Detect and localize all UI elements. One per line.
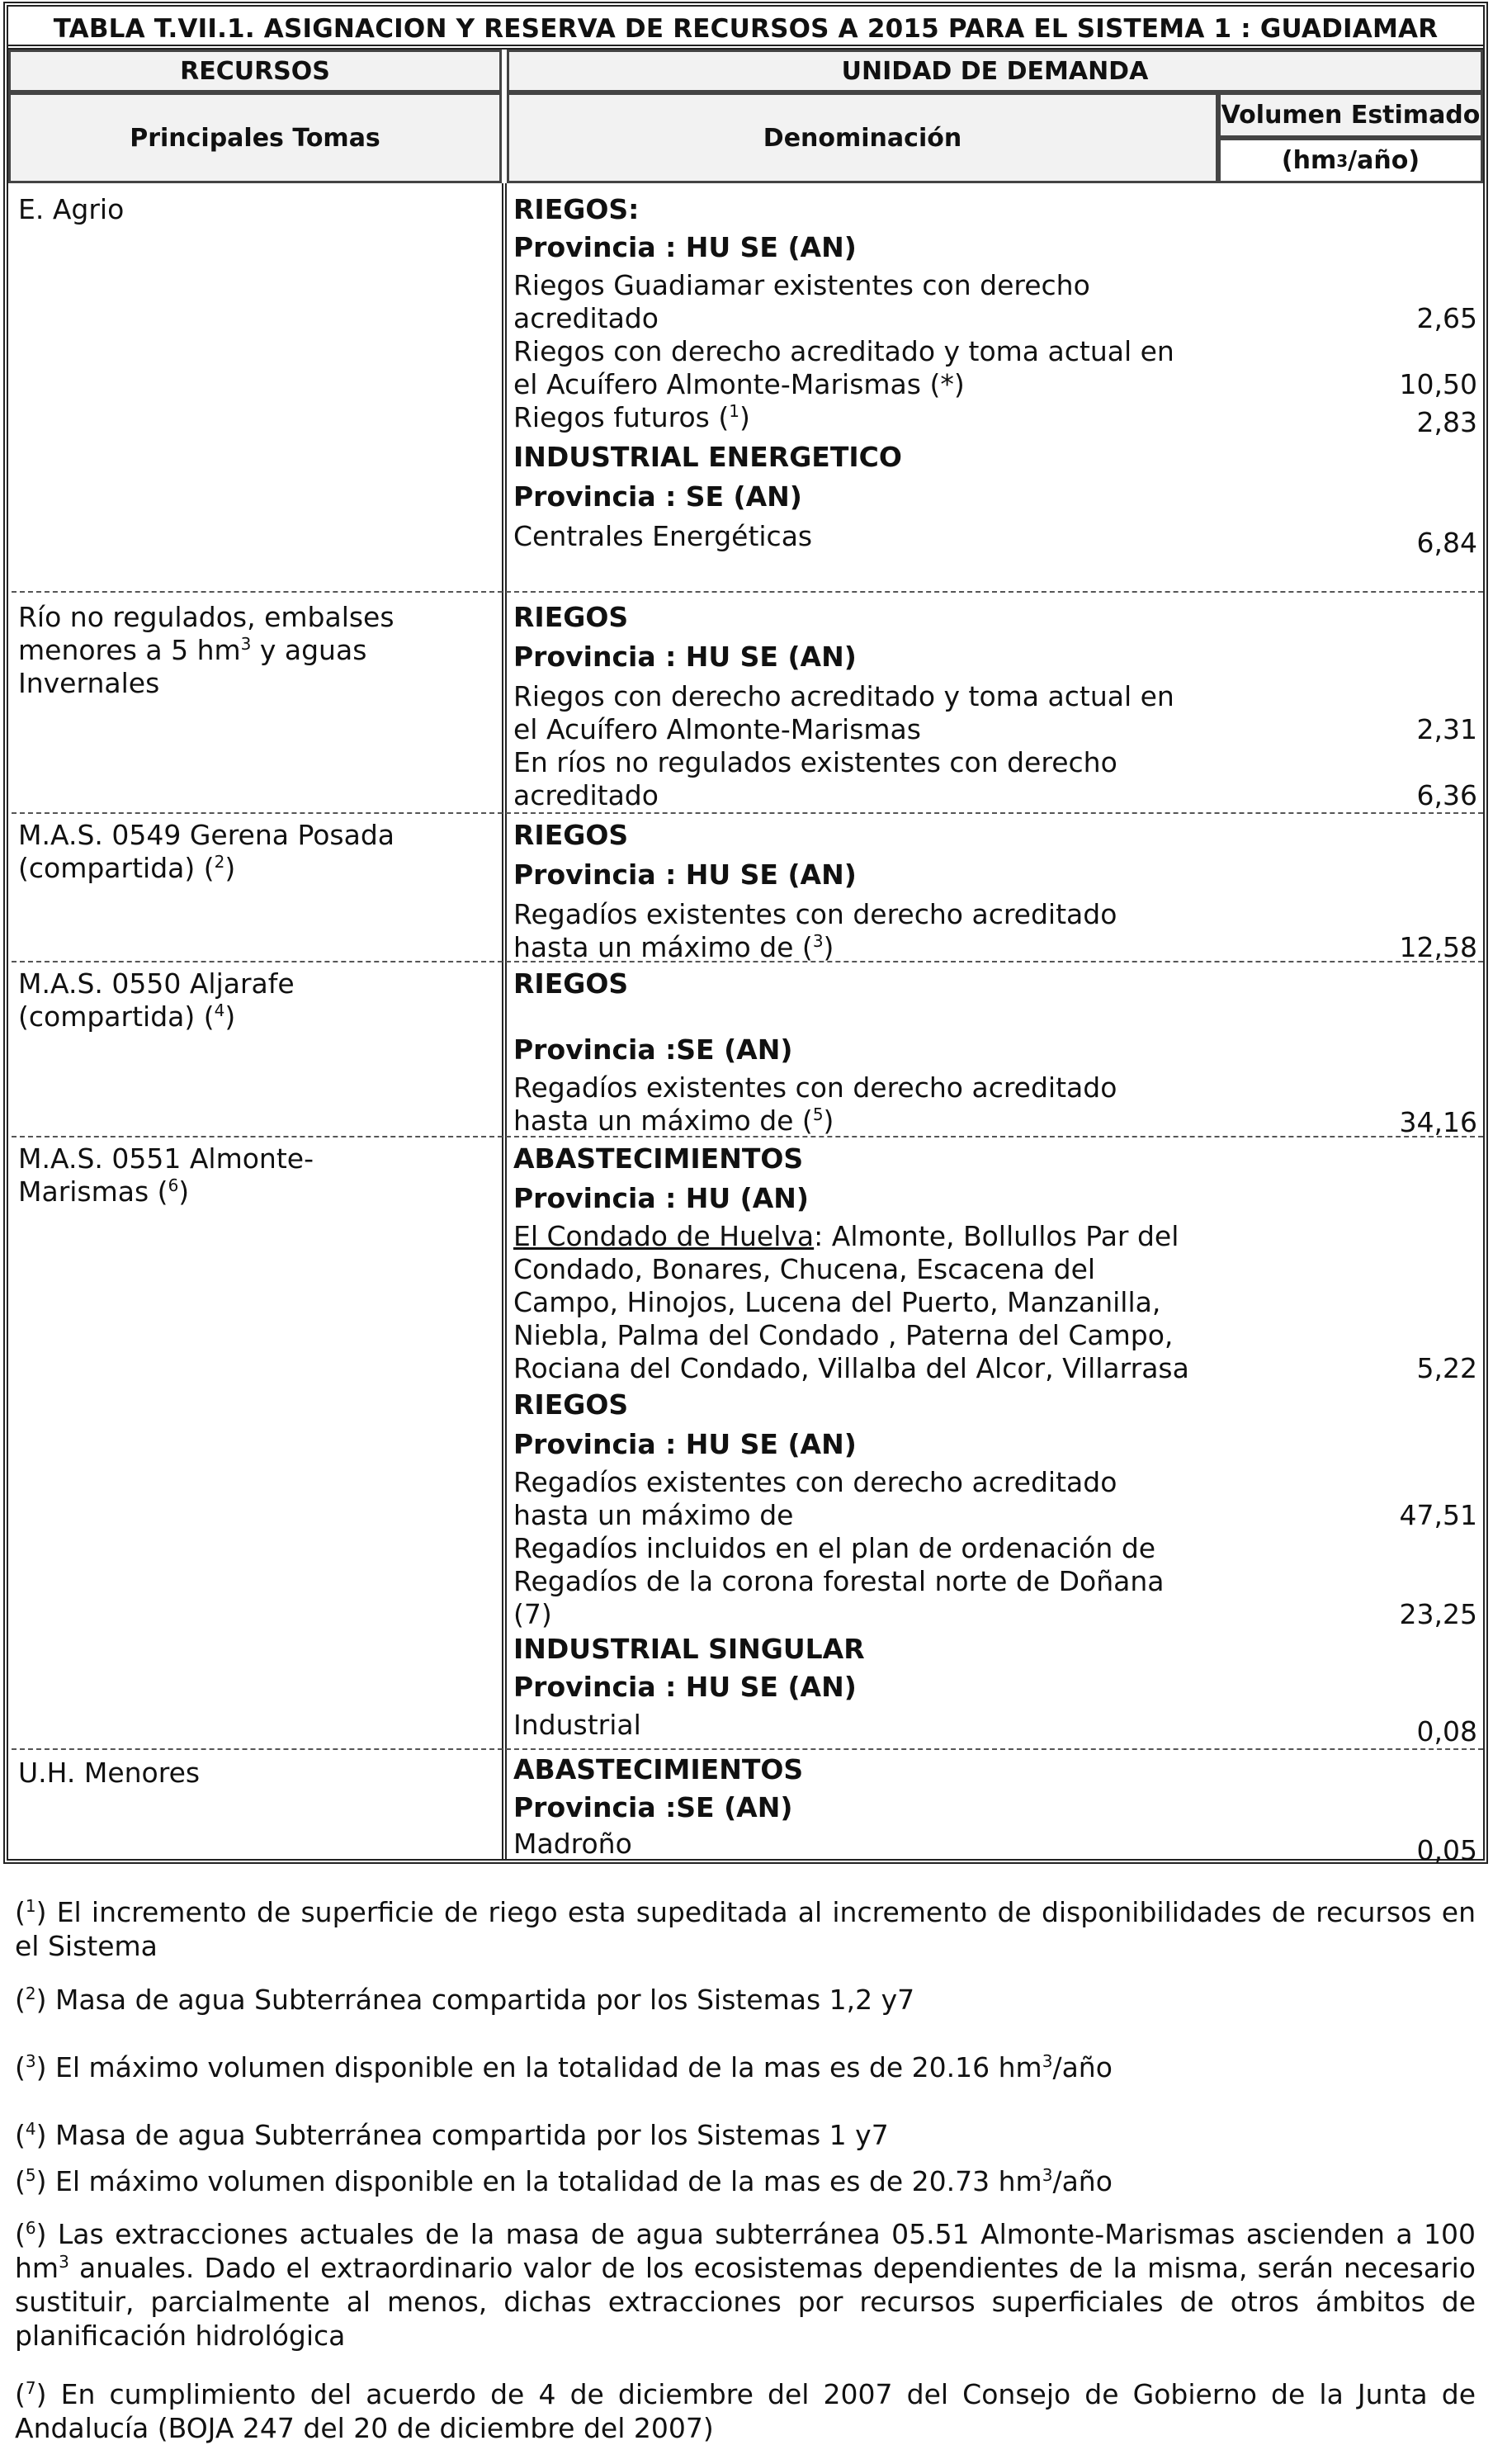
toma-label: menores a 5 $hm^3$ y aguas	[18, 634, 367, 666]
demand-text: El Condado de Huelva: Almonte, Bollullos Par del	[513, 1220, 1179, 1252]
demand-text: el Acuífero Almonte-Marismas	[513, 713, 921, 745]
demand-category: RIEGOS	[513, 1388, 629, 1421]
demand-text: Regadíos existentes con derecho acreditado	[513, 1466, 1117, 1498]
volume-value: 0,08	[1416, 1715, 1477, 1748]
volume-value: 47,51	[1399, 1499, 1477, 1531]
volume-value: 5,22	[1416, 1352, 1477, 1384]
footnote-7: ($^7$) En cumplimiento del acuerdo de 4 de diciembre del 2007 del Consejo de Gobierno de la Junta de Andalucía (BOJA 247 del 20 de diciembre del 2007)	[15, 2378, 1476, 2444]
toma-label: E. Agrio	[18, 193, 125, 225]
volume-value: 6,36	[1416, 779, 1477, 811]
province-label: Provincia : HU SE (AN)	[513, 231, 857, 263]
volume-value: 34,16	[1399, 1106, 1477, 1138]
demand-text: Riegos futuros ($^1$)	[513, 401, 750, 433]
demand-category: RIEGOS	[513, 819, 629, 851]
header-volumen-estimado: Volumen Estimado	[1218, 92, 1483, 138]
toma-label: Invernales	[18, 667, 160, 699]
province-label: Provincia : SE (AN)	[513, 480, 802, 513]
demand-category: ABASTECIMIENTOS	[513, 1753, 804, 1785]
demand-category: RIEGOS	[513, 967, 629, 1000]
footnote-1: ($^1$) El incremento de superficie de riego esta supeditada al incremento de disponibilidades de recursos en el Sistema	[15, 1896, 1476, 1962]
volume-value: 6,84	[1416, 527, 1477, 559]
demand-text: Riegos con derecho acreditado y toma actual en	[513, 680, 1174, 712]
demand-text: Regadíos existentes con derecho acreditado	[513, 1071, 1117, 1104]
demand-text: (7)	[513, 1598, 552, 1630]
toma-label: Río no regulados, embalses	[18, 601, 395, 633]
demand-text: Centrales Energéticas	[513, 520, 813, 552]
header-denominacion: Denominación	[507, 92, 1218, 183]
demand-text: Niebla, Palma del Condado , Paterna del Campo,	[513, 1319, 1174, 1351]
demand-category: INDUSTRIAL ENERGETICO	[513, 441, 902, 473]
footnote-6: ($^6$) Las extracciones actuales de la masa de agua subterránea 05.51 Almonte-Marismas ascienden a 100 $hm^3$ anuales. Dado el extraordinario valor de los ecosistemas dependientes de la misma, serán necesario sustituir, parcialmente al menos, dichas extracciones por recursos superficiales de otros ámbitos de planificación hidrológica	[15, 2218, 1476, 2352]
demand-text: Riegos Guadiamar existentes con derecho	[513, 269, 1090, 301]
header-principales-tomas: Principales Tomas	[8, 92, 502, 183]
header-unidad-demanda: UNIDAD DE DEMANDA	[507, 50, 1483, 92]
row-separator	[12, 812, 1483, 814]
toma-label: Marismas ($^6$)	[18, 1175, 190, 1208]
toma-label: (compartida) ($^4$)	[18, 1000, 236, 1033]
demand-text: Regadíos de la corona forestal norte de Doñana	[513, 1565, 1165, 1597]
province-label: Provincia : HU SE (AN)	[513, 858, 857, 891]
row-separator	[12, 1748, 1483, 1750]
volume-value: 2,31	[1416, 713, 1477, 745]
demand-text: acreditado	[513, 302, 659, 334]
demand-category: INDUSTRIAL SINGULAR	[513, 1633, 865, 1665]
demand-text: Regadíos incluidos en el plan de ordenación de	[513, 1532, 1156, 1564]
footnote-5: ($^5$) El máximo volumen disponible en la totalidad de la mas es de 20.73 $hm^3$/año	[15, 2165, 1113, 2197]
header-recursos: RECURSOS	[8, 50, 502, 92]
footnote-3: ($^3$) El máximo volumen disponible en la totalidad de la mas es de 20.16 $hm^3$/año	[15, 2051, 1113, 2083]
province-label: Provincia : HU SE (AN)	[513, 641, 857, 673]
table-title: TABLA T.VII.1. ASIGNACION Y RESERVA DE RECURSOS A 2015 PARA EL SISTEMA 1 : GUADIAMAR	[8, 7, 1483, 50]
toma-label: U.H. Menores	[18, 1757, 201, 1789]
volume-value: 2,65	[1416, 302, 1477, 334]
demand-text: Riegos con derecho acreditado y toma actual en	[513, 335, 1174, 367]
demand-text: Industrial	[513, 1709, 641, 1741]
demand-text: hasta un máximo de ($^3$)	[513, 931, 834, 963]
footnote-2: ($^2$) Masa de agua Subterránea compartida por los Sistemas 1,2 y7	[15, 1984, 915, 2016]
volume-value: 12,58	[1399, 931, 1477, 963]
demand-text: Madroño	[513, 1828, 632, 1860]
demand-text: el Acuífero Almonte-Marismas (*)	[513, 368, 965, 400]
toma-label: (compartida) ($^2$)	[18, 852, 236, 884]
demand-text: Condado, Bonares, Chucena, Escacena del	[513, 1253, 1096, 1285]
province-label: Provincia : HU (AN)	[513, 1182, 809, 1214]
demand-text: Rociana del Condado, Villalba del Alcor, Villarrasa	[513, 1352, 1189, 1384]
province-label: Provincia :SE (AN)	[513, 1791, 793, 1823]
demand-text: hasta un máximo de	[513, 1499, 794, 1531]
volume-value: 0,05	[1416, 1834, 1477, 1866]
demand-text: hasta un máximo de ($^5$)	[513, 1104, 834, 1137]
resource-table	[3, 2, 1488, 1864]
demand-text: Regadíos existentes con derecho acreditado	[513, 898, 1117, 930]
toma-label: M.A.S. 0551 Almonte-	[18, 1142, 314, 1175]
province-label: Provincia : HU SE (AN)	[513, 1671, 857, 1703]
demand-category: RIEGOS	[513, 601, 629, 633]
column-divider	[502, 183, 507, 1859]
demand-category: ABASTECIMIENTOS	[513, 1142, 804, 1175]
footnote-4: ($^4$) Masa de agua Subterránea compartida por los Sistemas 1 y7	[15, 2119, 889, 2151]
demand-category: RIEGOS:	[513, 193, 640, 225]
demand-text: acreditado	[513, 779, 659, 811]
demand-text: Campo, Hinojos, Lucena del Puerto, Manzanilla,	[513, 1286, 1161, 1318]
header-unit: (hm 3 /año)	[1218, 138, 1483, 183]
toma-label: M.A.S. 0550 Aljarafe	[18, 967, 295, 1000]
demand-text: En ríos no regulados existentes con derecho	[513, 746, 1117, 778]
row-separator	[12, 591, 1483, 593]
volume-value: 10,50	[1399, 368, 1477, 400]
volume-value: 2,83	[1416, 406, 1477, 438]
province-label: Provincia : HU SE (AN)	[513, 1428, 857, 1460]
volume-value: 23,25	[1399, 1598, 1477, 1630]
toma-label: M.A.S. 0549 Gerena Posada	[18, 819, 395, 851]
province-label: Provincia :SE (AN)	[513, 1033, 793, 1066]
